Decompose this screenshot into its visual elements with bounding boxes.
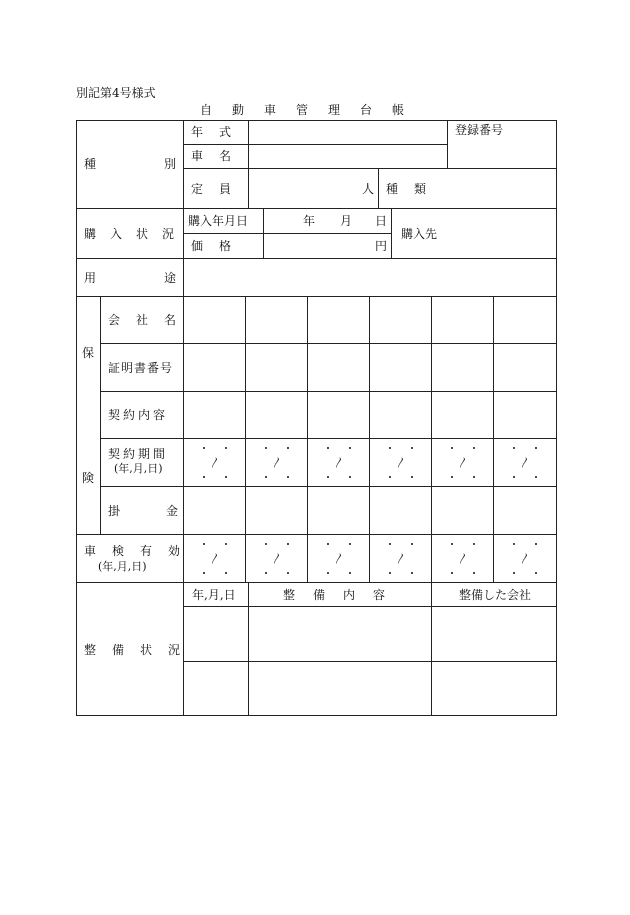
shaken-sub-label: (年,月,日): [98, 560, 147, 573]
vendor-label: 購入先: [401, 227, 438, 241]
period-dots-bottom: ・ ・: [198, 567, 232, 580]
vendor-field[interactable]: [450, 209, 556, 258]
period-wave-mark: 〳: [395, 552, 407, 565]
seibi-col-date: 年,月,日: [192, 588, 236, 602]
period-dots-top: ・ ・: [446, 442, 480, 455]
konyu-date-label: 購入年月日: [188, 214, 249, 228]
period-wave-mark: 〳: [519, 552, 531, 565]
konyu-label: 購 入 状 況: [84, 227, 176, 241]
period-wave-mark: 〳: [209, 552, 221, 565]
shamei-label: 車 名: [191, 149, 234, 163]
period-dots-bottom: ・ ・: [384, 567, 418, 580]
konyu-year: 年: [303, 214, 316, 228]
yoto-label-right: 途: [164, 271, 177, 285]
teiin-field[interactable]: [249, 169, 359, 208]
period-dots-top: ・ ・: [446, 538, 480, 551]
page-title: 自 動 車 管 理 台 帳: [200, 103, 409, 117]
period-wave-mark: 〳: [457, 552, 469, 565]
period-label: 契約期間: [108, 447, 169, 461]
teiin-unit: 人: [362, 182, 375, 196]
seibi-col-company: 整備した会社: [459, 588, 532, 602]
seibi-label: 整 備 状 況: [84, 643, 183, 657]
period-dots-top: ・ ・: [322, 442, 356, 455]
period-wave-mark: 〳: [333, 552, 345, 565]
premium-label-right: 金: [166, 504, 179, 518]
period-dots-bottom: ・ ・: [260, 471, 294, 484]
premium-label-left: 掛: [108, 504, 121, 518]
period-wave-mark: 〳: [519, 456, 531, 469]
period-dots-top: ・ ・: [508, 538, 542, 551]
period-dots-top: ・ ・: [384, 442, 418, 455]
period-dots-top: ・ ・: [508, 442, 542, 455]
period-wave-mark: 〳: [209, 456, 221, 469]
period-dots-top: ・ ・: [198, 538, 232, 551]
price-label: 価 格: [191, 239, 234, 253]
company-label: 会 社 名: [108, 313, 179, 327]
cert-label: 証明書番号: [108, 361, 174, 375]
konyu-month: 月: [340, 214, 353, 228]
period-sub-label: (年,月,日): [114, 462, 163, 475]
hoken-ken: 険: [82, 471, 95, 485]
period-wave-mark: 〳: [395, 456, 407, 469]
teiin-label: 定 員: [191, 182, 234, 196]
period-dots-bottom: ・ ・: [384, 471, 418, 484]
period-dots-bottom: ・ ・: [508, 567, 542, 580]
period-dots-bottom: ・ ・: [260, 567, 294, 580]
period-wave-mark: 〳: [333, 456, 345, 469]
shubetsu-label-left: 種: [84, 157, 97, 171]
period-dots-bottom: ・ ・: [508, 471, 542, 484]
period-wave-mark: 〳: [457, 456, 469, 469]
shamei-field[interactable]: [249, 145, 447, 168]
period-dots-bottom: ・ ・: [322, 567, 356, 580]
period-dots-top: ・ ・: [260, 442, 294, 455]
period-dots-top: ・ ・: [384, 538, 418, 551]
contract-label: 契約内容: [108, 408, 169, 422]
yoto-field[interactable]: [184, 259, 556, 296]
period-dots-bottom: ・ ・: [446, 567, 480, 580]
seibi-col-content: 整 備 内 容: [283, 588, 389, 602]
period-dots-top: ・ ・: [322, 538, 356, 551]
shubetsu-label-right: 別: [164, 157, 177, 171]
period-wave-mark: 〳: [271, 552, 283, 565]
nenshiki-label: 年 式: [191, 125, 234, 139]
price-field[interactable]: [264, 234, 372, 258]
period-dots-bottom: ・ ・: [446, 471, 480, 484]
form-number: 別記第4号様式: [76, 86, 156, 100]
shurui-field[interactable]: [448, 169, 556, 208]
period-dots-top: ・ ・: [198, 442, 232, 455]
price-unit: 円: [375, 239, 388, 253]
period-dots-bottom: ・ ・: [198, 471, 232, 484]
toroku-label: 登録番号: [455, 123, 504, 137]
nenshiki-field[interactable]: [249, 121, 447, 144]
yoto-label-left: 用: [84, 271, 97, 285]
period-wave-mark: 〳: [271, 456, 283, 469]
konyu-day: 日: [375, 214, 388, 228]
period-dots-bottom: ・ ・: [322, 471, 356, 484]
shurui-label: 種 類: [386, 182, 429, 196]
period-dots-top: ・ ・: [260, 538, 294, 551]
shaken-label: 車 検 有 効: [84, 544, 183, 558]
hoken-ho: 保: [82, 346, 95, 360]
